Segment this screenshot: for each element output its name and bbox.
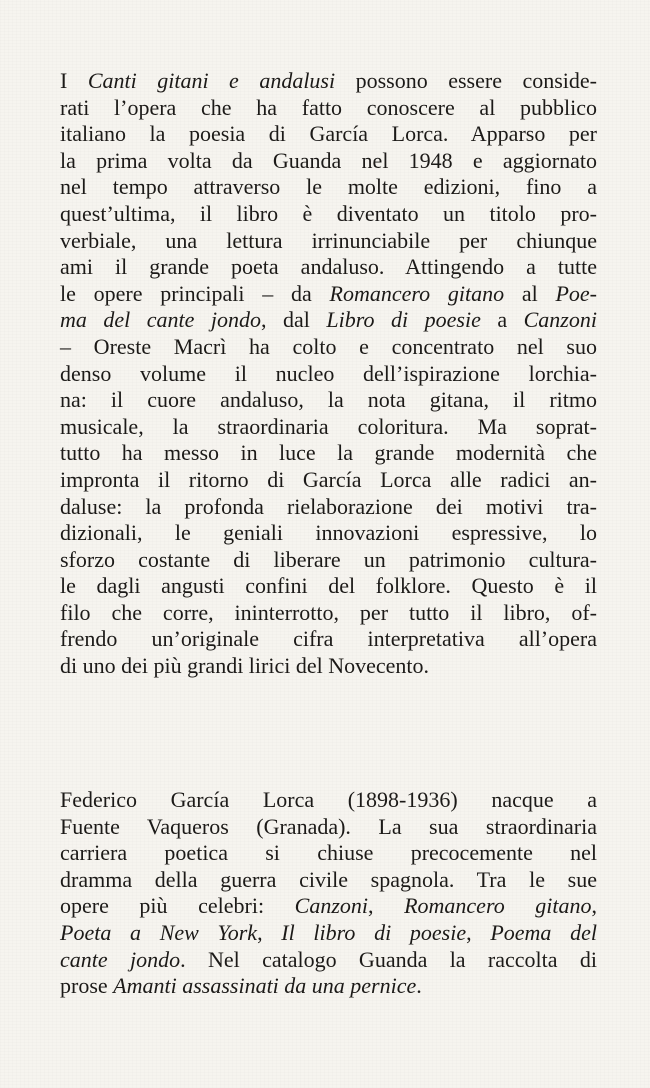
text-line xyxy=(60,414,597,441)
italic-title: Amanti assassinati da una pernice xyxy=(113,973,417,999)
text-segment: ami il grande poeta andaluso. Attingendo a tutte xyxy=(60,254,597,280)
text-segment: rati l’opera che ha fatto conoscere al pubblico xyxy=(60,94,597,120)
text-segment: verbiale, una lettura irrinunciabile per chiunque xyxy=(60,227,597,253)
text-segment: impronta il ritorno di García Lorca alle radici an- xyxy=(60,466,597,492)
text-segment: opere più celebri: xyxy=(60,893,295,919)
text-line xyxy=(60,228,597,255)
text-line xyxy=(60,787,597,814)
text-line xyxy=(60,573,597,600)
text-line xyxy=(60,361,597,388)
text-line xyxy=(60,814,597,841)
text-line xyxy=(60,254,597,281)
text-segment: a xyxy=(480,307,524,333)
text-segment: na: il cuore andaluso, la nota gitana, il ritmo xyxy=(60,387,597,413)
text-line xyxy=(60,626,597,653)
italic-title: Canzoni xyxy=(294,893,369,919)
text-segment: , xyxy=(368,893,405,919)
text-segment: possono essere conside- xyxy=(335,68,597,93)
text-segment: di uno dei più grandi lirici del Novecento. xyxy=(60,653,430,679)
text-segment: musicale, la straordinaria coloritura. Ma soprat- xyxy=(60,413,597,439)
text-segment: denso volume il nucleo dell’ispirazione lorchia- xyxy=(60,360,597,386)
text-segment: le dagli angusti confini del folklore. Questo è il xyxy=(60,573,597,599)
text-line xyxy=(60,387,597,414)
text-line xyxy=(60,973,597,1000)
text-line xyxy=(60,494,597,521)
text-segment: nel tempo attraverso le molte edizioni, fino a xyxy=(60,174,597,200)
text-line xyxy=(60,600,597,627)
text-segment: la prima volta da Guanda nel 1948 e aggiornato xyxy=(60,147,597,173)
text-line xyxy=(60,440,597,467)
text-line xyxy=(60,867,597,894)
text-segment: I xyxy=(60,68,88,93)
text-segment: tutto ha messo in luce la grande modernità che xyxy=(60,440,597,466)
text-line xyxy=(60,68,597,95)
text-line xyxy=(60,893,597,920)
text-line xyxy=(60,653,597,680)
text-segment: , xyxy=(257,919,282,945)
text-line xyxy=(60,467,597,494)
text-segment: sforzo costante di liberare un patrimonio cultura- xyxy=(60,546,597,572)
italic-title: Poema del xyxy=(490,919,597,945)
italic-title: Romancero gitano xyxy=(404,893,592,919)
text-line xyxy=(60,95,597,122)
text-segment: . xyxy=(416,973,422,999)
italic-title: Il libro di poesie xyxy=(281,919,467,945)
text-line xyxy=(60,281,597,308)
text-segment: le opere principali – da xyxy=(60,280,330,306)
text-segment: dizionali, le geniali innovazioni espressive, lo xyxy=(60,520,597,546)
text-line xyxy=(60,148,597,175)
text-segment: prose xyxy=(60,973,114,999)
book-description xyxy=(60,68,597,680)
text-segment: frendo un’originale cifra interpretativa all’opera xyxy=(60,626,597,652)
text-segment: carriera poetica si chiuse precocemente nel xyxy=(60,840,597,866)
text-line xyxy=(60,201,597,228)
italic-title: Poeta a New York xyxy=(60,919,258,945)
text-line xyxy=(60,920,597,947)
italic-title: Poe- xyxy=(555,280,597,306)
text-line xyxy=(60,334,597,361)
text-line xyxy=(60,840,597,867)
text-line xyxy=(60,307,597,334)
text-segment: italiano la poesia di García Lorca. Apparso per xyxy=(60,121,597,147)
text-segment: , dal xyxy=(261,307,327,333)
text-line xyxy=(60,947,597,974)
text-segment: , xyxy=(466,919,491,945)
italic-title: cante jondo xyxy=(60,946,181,972)
text-segment: – Oreste Macrì ha colto e concentrato nel suo xyxy=(60,333,597,359)
author-biography xyxy=(60,787,597,1000)
text-segment: dramma della guerra civile spagnola. Tra le sue xyxy=(60,866,597,892)
italic-title: Canzoni xyxy=(523,307,597,333)
text-segment: daluse: la profonda rielaborazione dei motivi tra- xyxy=(60,493,597,519)
text-line xyxy=(60,174,597,201)
italic-title: ma del cante jondo xyxy=(60,307,262,333)
text-line xyxy=(60,520,597,547)
italic-title: Libro di poesie xyxy=(326,307,481,333)
text-segment: Federico García Lorca (1898-1936) nacque a xyxy=(60,787,597,812)
text-line xyxy=(60,547,597,574)
text-line xyxy=(60,121,597,148)
text-segment: filo che corre, ininterrotto, per tutto il libro, of- xyxy=(60,599,597,625)
text-segment: , xyxy=(591,893,597,919)
text-segment: quest’ultima, il libro è diventato un titolo pro- xyxy=(60,200,597,226)
italic-title: Canti gitani e andalusi xyxy=(87,68,336,93)
text-segment: Fuente Vaqueros (Granada). La sua straordinaria xyxy=(60,813,597,839)
text-segment: al xyxy=(504,280,556,306)
italic-title: Romancero gitano xyxy=(329,280,505,306)
text-segment: . Nel catalogo Guanda la raccolta di xyxy=(180,946,597,972)
